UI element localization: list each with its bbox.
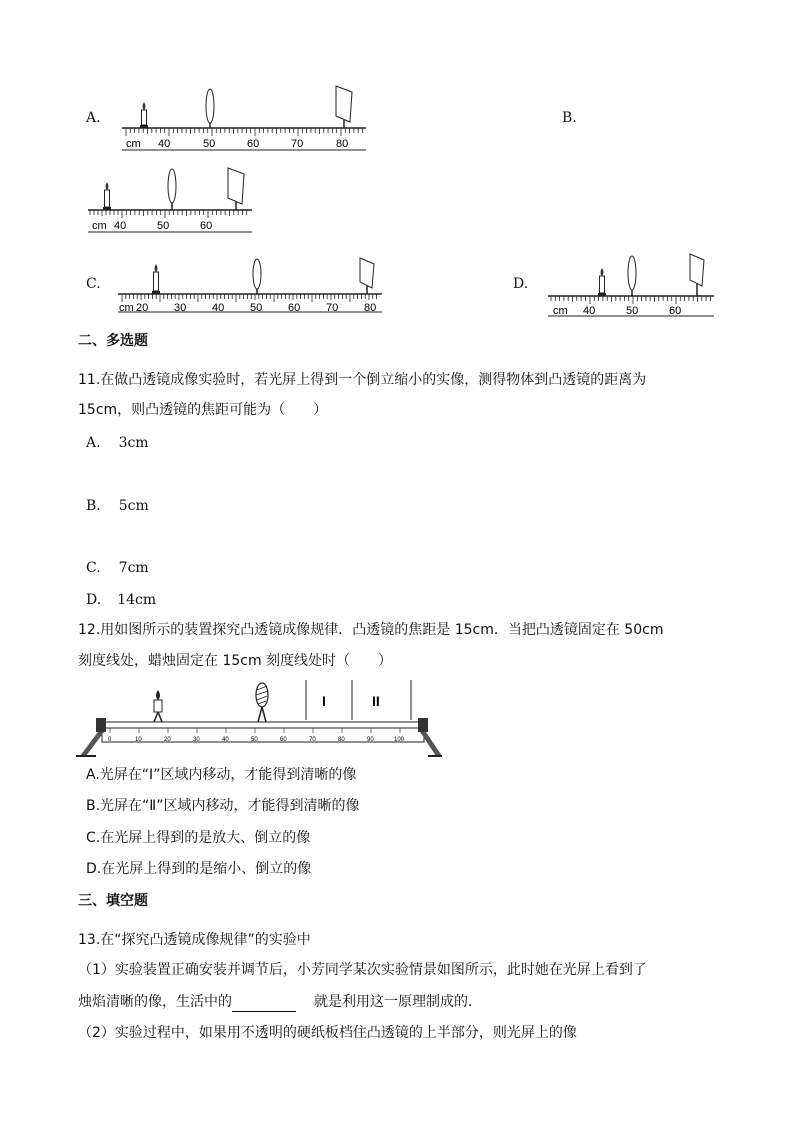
bench-diagram-b <box>86 164 256 236</box>
region-1-label: I <box>322 693 326 709</box>
question-12-text-cont: 刻度线处，蜡烛固定在 15cm 刻度线处时（ ） <box>78 653 393 669</box>
screen-icon <box>690 254 704 296</box>
bench-diagram-d <box>546 252 718 320</box>
section-heading: 二、多选题 <box>78 333 148 349</box>
scale-label: 80 <box>338 737 345 743</box>
tick-label: 20 <box>136 302 149 314</box>
tick-label: 30 <box>174 302 187 314</box>
screen-icon <box>336 86 352 128</box>
tick-label: 60 <box>669 305 682 317</box>
question-11-text-cont: 15cm，则凸透镜的焦距可能为（ ） <box>78 402 328 418</box>
tick-label: 60 <box>247 138 260 150</box>
candle-icon <box>154 690 162 722</box>
scale-label: 70 <box>309 737 316 743</box>
lens-icon <box>168 169 176 210</box>
question-13-part2: （2）实验过程中，如果用不透明的硬纸板档住凸透镜的上半部分，则光屏上的像 <box>78 1025 577 1041</box>
scale-label: 30 <box>193 737 200 743</box>
tick-label: 40 <box>212 302 225 314</box>
scale-label: 100 <box>394 737 405 743</box>
q11-option-b: B. 5cm <box>86 498 149 514</box>
tick-label: 40 <box>114 220 127 232</box>
scale-label: 10 <box>135 737 142 743</box>
optical-bench-figure <box>76 680 442 760</box>
question-13-part1: （1）实验装置正确安装并调节后，小芳同学某次实验情景如图所示，此时她在光屏上看到了 <box>78 962 647 978</box>
tick-label: 40 <box>583 305 596 317</box>
unit-label: cm <box>126 138 141 150</box>
lens-icon <box>256 683 268 722</box>
lens-icon <box>628 256 636 296</box>
scale-label: 0 <box>108 737 112 743</box>
question-13-text: 13.在“探究凸透镜成像规律”的实验中 <box>78 932 311 948</box>
tick-label: 50 <box>157 220 170 232</box>
question-12-text: 12.用如图所示的装置探究凸透镜成像规律．凸透镜的焦距是 15cm．当把凸透镜固定在 50cm <box>78 622 664 638</box>
q12-option-c: C.在光屏上得到的是放大、倒立的像 <box>86 830 311 846</box>
question-13-part1-cont: 烛焰清晰的像，生活中的 就是利用这一原理制成的． <box>78 994 482 1010</box>
lens-icon <box>253 259 261 294</box>
screen-icon <box>360 258 374 294</box>
unit-label: cm <box>553 305 568 317</box>
tick-label: 70 <box>291 138 304 150</box>
unit-label: cm <box>92 220 107 232</box>
scale-label: 40 <box>222 737 229 743</box>
candle-icon <box>103 182 111 210</box>
region-2-label: II <box>372 693 380 709</box>
tick-label: 60 <box>288 302 301 314</box>
option-b-label: B. <box>562 110 577 126</box>
q11-option-d: D. 14cm <box>86 592 157 608</box>
section-heading: 三、填空题 <box>78 893 148 909</box>
answer-blank[interactable] <box>232 995 296 1012</box>
tick-label: 40 <box>158 138 171 150</box>
tick-label: 80 <box>336 138 349 150</box>
candle-icon <box>598 268 606 296</box>
screen-icon <box>228 168 244 210</box>
q12-option-d: D.在光屏上得到的是缩小、倒立的像 <box>86 861 312 877</box>
q11-option-c: C. 7cm <box>86 560 149 576</box>
bench-diagram-c <box>116 254 386 316</box>
option-a-label: A. <box>86 110 101 126</box>
scale-label: 60 <box>280 737 287 743</box>
scale-label: 50 <box>251 737 258 743</box>
tick-label: 70 <box>326 302 339 314</box>
candle-icon <box>152 264 160 294</box>
bench-diagram-a <box>118 84 370 154</box>
tick-label: 50 <box>626 305 639 317</box>
tick-label: 60 <box>200 220 213 232</box>
tick-label: 50 <box>203 138 216 150</box>
tick-label: 80 <box>364 302 377 314</box>
q11-option-a: A. 3cm <box>86 435 149 451</box>
option-d-label: D. <box>513 276 529 292</box>
candle-icon <box>140 102 148 128</box>
question-11-text: 11.在做凸透镜成像实验时，若光屏上得到一个倒立缩小的实像，测得物体到凸透镜的距离为 <box>78 372 647 388</box>
q12-option-a: A.光屏在“Ⅰ”区域内移动，才能得到清晰的像 <box>86 767 357 783</box>
lens-icon <box>206 89 214 128</box>
tick-label: 50 <box>250 302 263 314</box>
scale-label: 20 <box>164 737 171 743</box>
q12-option-b: B.光屏在“Ⅱ”区域内移动，才能得到清晰的像 <box>86 798 360 814</box>
option-c-label: C. <box>86 276 101 292</box>
scale-label: 90 <box>367 737 374 743</box>
unit-label: cm <box>119 302 134 314</box>
